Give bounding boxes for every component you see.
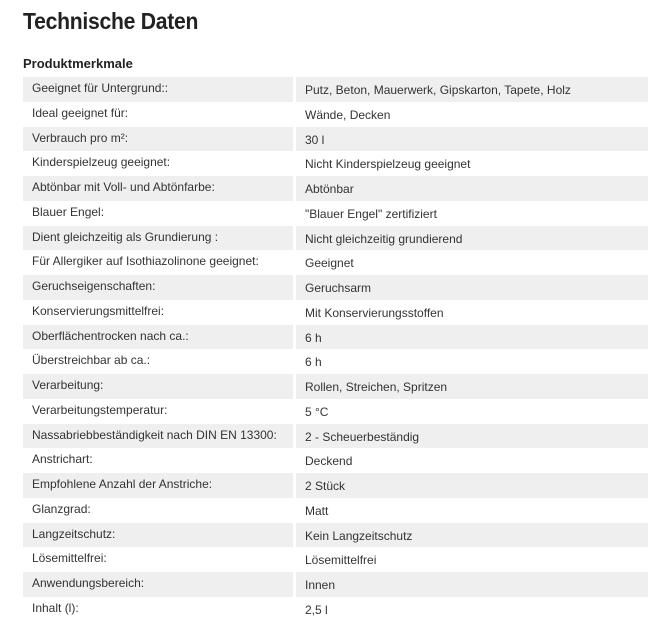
spec-row: [23, 102, 648, 127]
spec-value: Innen: [296, 572, 648, 597]
spec-row: [23, 275, 648, 300]
spec-value: 6 h: [296, 349, 648, 374]
spec-label: Ideal geeignet für:: [23, 102, 296, 127]
spec-value: Mit Konservierungsstoffen: [296, 300, 648, 325]
spec-value: Wände, Decken: [296, 102, 648, 127]
spec-row: [23, 151, 648, 176]
spec-row: [23, 325, 648, 350]
spec-row: [23, 77, 648, 102]
spec-value: Deckend: [296, 448, 648, 473]
spec-label: Langzeitschutz:: [23, 523, 296, 548]
spec-value: Matt: [296, 498, 648, 523]
spec-label: Für Allergiker auf Isothiazolinone geeignet:: [23, 250, 296, 275]
spec-value: Rollen, Streichen, Spritzen: [296, 374, 648, 399]
spec-label: Geruchseigenschaften:: [23, 275, 296, 300]
spec-row: [23, 523, 648, 548]
spec-label: Inhalt (l):: [23, 597, 296, 622]
spec-row: [23, 201, 648, 226]
spec-value: Nicht Kinderspielzeug geeignet: [296, 151, 648, 176]
spec-label: Blauer Engel:: [23, 201, 296, 226]
spec-row: [23, 473, 648, 498]
spec-row: [23, 226, 648, 251]
spec-label: Lösemittelfrei:: [23, 547, 296, 572]
spec-row: [23, 547, 648, 572]
spec-label: Geeignet für Untergrund::: [23, 77, 296, 102]
spec-label: Glanzgrad:: [23, 498, 296, 523]
spec-row: [23, 399, 648, 424]
spec-value: 6 h: [296, 325, 648, 350]
spec-value: Geruchsarm: [296, 275, 648, 300]
spec-label: Verarbeitung:: [23, 374, 296, 399]
spec-value: Nicht gleichzeitig grundierend: [296, 226, 648, 251]
spec-row: [23, 176, 648, 201]
spec-value: 2 Stück: [296, 473, 648, 498]
section-title: Produktmerkmale: [23, 56, 133, 71]
spec-value: Geeignet: [296, 250, 648, 275]
spec-value: Kein Langzeitschutz: [296, 523, 648, 548]
spec-value: 30 l: [296, 127, 648, 152]
spec-label: Verarbeitungstemperatur:: [23, 399, 296, 424]
spec-row: [23, 374, 648, 399]
spec-label: Oberflächentrocken nach ca.:: [23, 325, 296, 350]
spec-label: Überstreichbar ab ca.:: [23, 349, 296, 374]
spec-row: [23, 498, 648, 523]
spec-label: Dient gleichzeitig als Grundierung :: [23, 226, 296, 251]
spec-label: Nassabriebbeständigkeit nach DIN EN 13300:: [23, 424, 296, 449]
spec-row: [23, 127, 648, 152]
spec-label: Verbrauch pro m²:: [23, 127, 296, 152]
spec-label: Empfohlene Anzahl der Anstriche:: [23, 473, 296, 498]
spec-value: Abtönbar: [296, 176, 648, 201]
spec-row: [23, 448, 648, 473]
spec-label: Kinderspielzeug geeignet:: [23, 151, 296, 176]
spec-label: Anwendungsbereich:: [23, 572, 296, 597]
spec-row: [23, 300, 648, 325]
spec-row: [23, 572, 648, 597]
spec-label: Abtönbar mit Voll- und Abtönfarbe:: [23, 176, 296, 201]
spec-label: Konservierungsmittelfrei:: [23, 300, 296, 325]
spec-label: Anstrichart:: [23, 448, 296, 473]
spec-value: 2 - Scheuerbeständig: [296, 424, 648, 449]
spec-value: 2,5 l: [296, 597, 648, 622]
spec-value: 5 °C: [296, 399, 648, 424]
spec-table: [23, 77, 648, 622]
page-title: Technische Daten: [23, 8, 199, 34]
spec-value: Putz, Beton, Mauerwerk, Gipskarton, Tapete, Holz: [296, 77, 648, 102]
spec-row: [23, 250, 648, 275]
spec-value: Lösemittelfrei: [296, 547, 648, 572]
spec-value: "Blauer Engel" zertifiziert: [296, 201, 648, 226]
spec-row: [23, 597, 648, 622]
spec-row: [23, 424, 648, 449]
spec-row: [23, 349, 648, 374]
